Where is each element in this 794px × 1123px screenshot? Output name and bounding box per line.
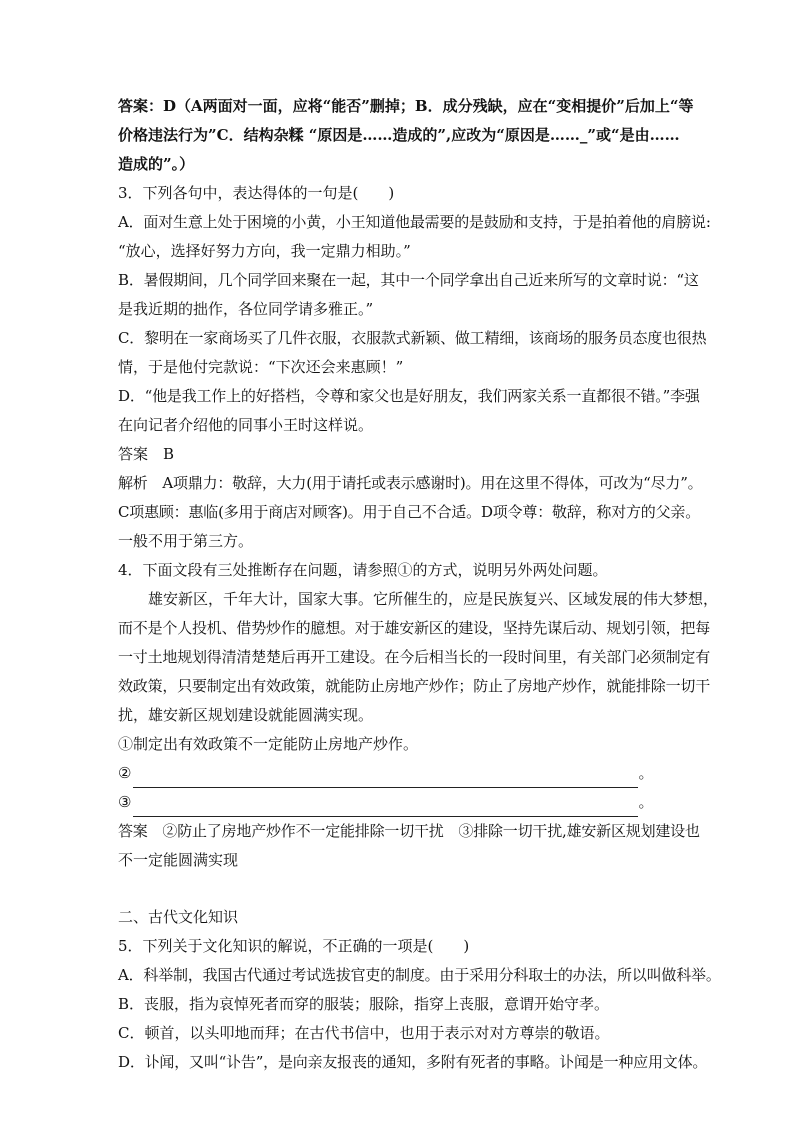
answer-line: 不一定能圆满实现 <box>118 851 239 869</box>
passage-line: 而不是个人投机、借势炒作的臆想。对于雄安新区的建设，坚持先谋后动、规划引领，把每 <box>118 619 711 637</box>
option-c: C．黎明在一家商场买了几件衣服，衣服款式新颖、做工精细，该商场的服务员态度也很热 <box>118 329 707 347</box>
option-a: A．面对生意上处于困境的小黄，小王知道他最需要的是鼓励和支持，于是拍着他的肩膀说: <box>118 213 711 231</box>
explanation-line: C项惠顾：惠临(多用于商店对顾客)。用于自己不合适。D项令尊：敬辞，称对方的父亲。 <box>118 503 701 521</box>
option-a-cont: “放心，选择好努力方向，我一定鼎力相助。” <box>118 242 411 260</box>
passage-line: 效政策，只要制定出有效政策，就能防止房地产炒作；防止了房地产炒作，就能排除一切干 <box>118 677 711 695</box>
explanation-line: 一般不用于第三方。 <box>118 532 254 550</box>
answer-blank-3 <box>118 788 678 817</box>
answer-line: 答案 ②防止了房地产炒作不一定能排除一切干扰 ③排除一切干扰,雄安新区规划建设也 <box>118 822 700 840</box>
question-stem: 5．下列关于文化知识的解说，不正确的一项是( ) <box>118 937 470 955</box>
option-b-cont: 是我近期的拙作，各位同学请多雅正。” <box>118 300 374 318</box>
section-title: 二、古代文化知识 <box>118 908 239 926</box>
answer-block <box>118 92 694 179</box>
item-marker: ③ <box>118 793 132 811</box>
answer-blank-2 <box>118 759 678 788</box>
spacer <box>118 875 678 903</box>
question-4 <box>118 556 719 875</box>
option-d: D．讣闻，又叫“讣告”，是向亲友报丧的通知，多附有死者的事略。讣闻是一种应用文体。 <box>118 1053 708 1071</box>
document-page <box>118 92 721 1077</box>
option-d-cont: 在向记者介绍他的同事小王时这样说。 <box>118 416 374 434</box>
passage-line: 一寸土地规划得清清楚楚后再开工建设。在今后相当长的一段时间里，有关部门必须制定有 <box>118 648 711 666</box>
question-5 <box>118 932 721 1077</box>
period-mark: 。 <box>638 793 654 811</box>
item-marker: ② <box>118 764 132 782</box>
option-b: B．丧服，指为哀悼死者而穿的服装；服除，指穿上丧服，意谓开始守孝。 <box>118 995 610 1013</box>
option-b: B．暑假期间，几个同学回来聚在一起，其中一个同学拿出自己近来所写的文章时说：“这 <box>118 271 699 289</box>
answer-label: 答案 B <box>118 445 175 463</box>
answer-line: 答案：D（A两面对一面，应将“能否”删掉；B．成分残缺，应在“变相提价”后加上“等 <box>118 97 694 115</box>
question-stem: 4．下面文段有三处推断存在问题，请参照①的方式，说明另外两处问题。 <box>118 561 608 579</box>
passage-line: 扰，雄安新区规划建设就能圆满实现。 <box>118 706 374 724</box>
option-c-cont: 情，于是他付完款说：“下次还会来惠顾！” <box>118 358 404 376</box>
explanation-line: 解析 A项鼎力：敬辞，大力(用于请托或表示感谢时)。用在这里不得体，可改为“尽力”。 <box>118 474 703 492</box>
question-3 <box>118 179 711 556</box>
period-mark: 。 <box>638 764 654 782</box>
option-d: D．“他是我工作上的好搭档，令尊和家父也是好朋友，我们两家关系一直都很不错。”李强 <box>118 387 700 405</box>
fill-in-blank[interactable] <box>133 769 638 788</box>
answer-line: 造成的”。） <box>118 155 195 173</box>
fill-in-blank[interactable] <box>133 798 638 817</box>
option-c: C．顿首，以头叩地而拜；在古代书信中，也用于表示对对方尊崇的敬语。 <box>118 1024 610 1042</box>
example-item: ①制定出有效政策不一定能防止房地产炒作。 <box>118 735 419 753</box>
question-stem: 3．下列各句中，表达得体的一句是( ) <box>118 184 395 202</box>
passage-line: 雄安新区，千年大计，国家大事。它所催生的，应是民族复兴、区域发展的伟大梦想， <box>148 590 719 608</box>
option-a: A．科举制，我国古代通过考试选拔官吏的制度。由于采用分科取士的办法，所以叫做科举。 <box>118 966 721 984</box>
answer-line: 价格违法行为”C．结构杂糅 “原因是……造成的”,应改为“原因是……_”或“是由…… <box>118 126 680 144</box>
